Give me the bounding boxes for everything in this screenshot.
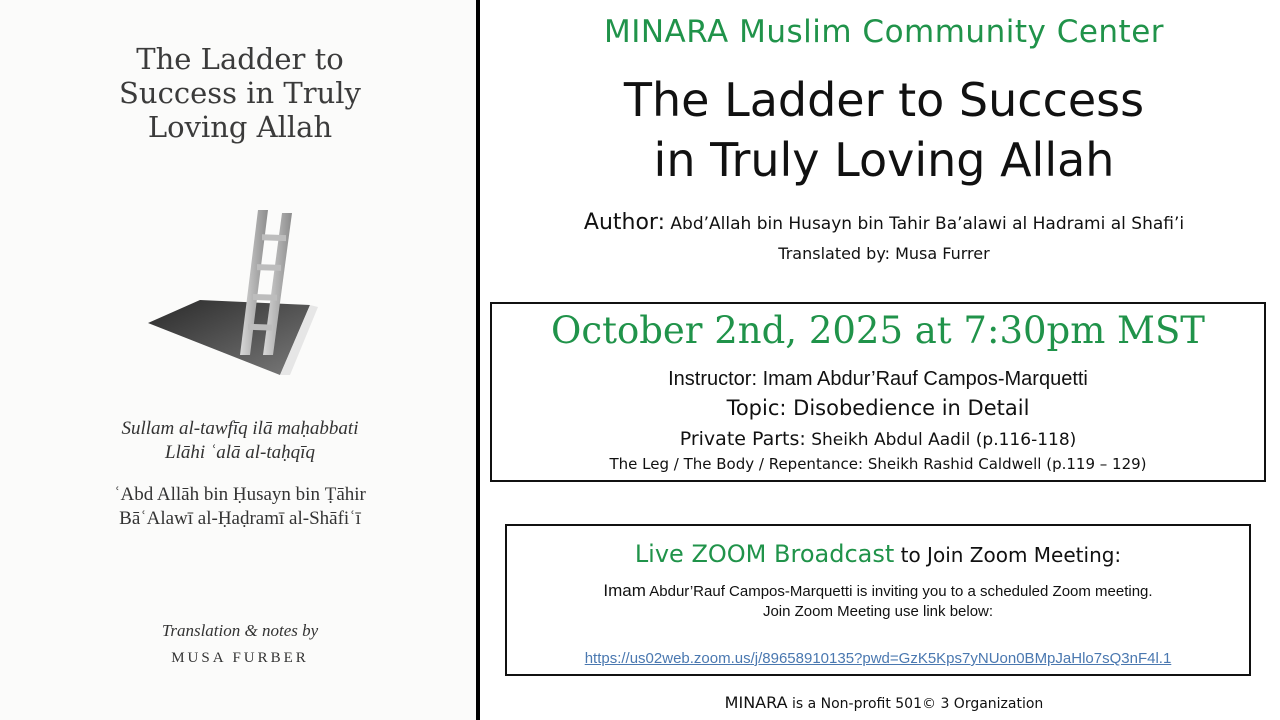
cover-translator: MUSA FURBER	[171, 650, 309, 666]
private-parts-detail: Sheikh Abdul Aadil (p.116-118)	[811, 430, 1077, 450]
topic-line: Topic: Disobedience in Detail	[726, 396, 1030, 420]
translator-line: Translated by: Musa Furrer	[778, 244, 990, 263]
cover-title: The Ladder to Success in Truly Loving Allah	[119, 42, 361, 144]
zoom-join-instructions: Join Zoom Meeting use link below:	[762, 603, 994, 620]
instructor-line: Instructor: Imam Abdur’Rauf Campos-Marquetti	[668, 368, 1088, 390]
zoom-meeting-link[interactable]: https://us02web.zoom.us/j/89658910135?pwd=GzK5Kps7yNUon0BMpJaHlo7sQ3nF4l.1	[584, 650, 1172, 667]
event-title: The Ladder to Success in Truly Loving Allah	[623, 73, 1145, 187]
zoom-invite-rest: Abdur’Rauf Campos-Marquetti is inviting you to a scheduled Zoom meeting.	[649, 583, 1153, 600]
zoom-live-label: Live ZOOM Broadcast	[634, 540, 895, 568]
footer-org: MINARA	[724, 693, 788, 712]
zoom-info-box	[505, 524, 1251, 676]
author-line	[488, 210, 1280, 235]
zoom-invite-text	[507, 581, 1249, 601]
zoom-imam-label: Imam	[603, 581, 646, 600]
private-parts-line	[492, 428, 1264, 450]
cover-author: ʿAbd Allāh bin Ḥusayn bin Ṭāhir BāʿAlawī al-Ḥaḍramī al-Shāfiʿī	[114, 484, 366, 529]
author-label: Author:	[583, 210, 665, 235]
event-details-box	[490, 302, 1266, 482]
ladder-in-hole-image	[140, 205, 340, 380]
private-parts-label: Private Parts:	[679, 428, 806, 450]
cover-transliteration: Sullam al-tawfīq ilā maḥabbati Llāhi ʿalā al-taḥqīq	[121, 418, 359, 463]
zoom-heading-rest: to Join Zoom Meeting:	[900, 543, 1122, 567]
footer-text: is a Non-profit 501© 3 Organization	[791, 696, 1044, 712]
event-date: October 2nd, 2025 at 7:30pm MST	[551, 309, 1205, 352]
leg-body-line: The Leg / The Body / Repentance: Sheikh Rashid Caldwell (p.119 – 129)	[609, 455, 1147, 473]
footer-note	[488, 693, 1280, 712]
organization-title: MINARA Muslim Community Center	[603, 14, 1165, 50]
zoom-heading	[507, 540, 1249, 568]
cover-translation-credit: Translation & notes by	[161, 621, 319, 640]
author-name: Abd’Allah bin Husayn bin Tahir Ba’alawi al Hadrami al Shafi’i	[670, 214, 1185, 234]
book-cover	[0, 0, 480, 720]
